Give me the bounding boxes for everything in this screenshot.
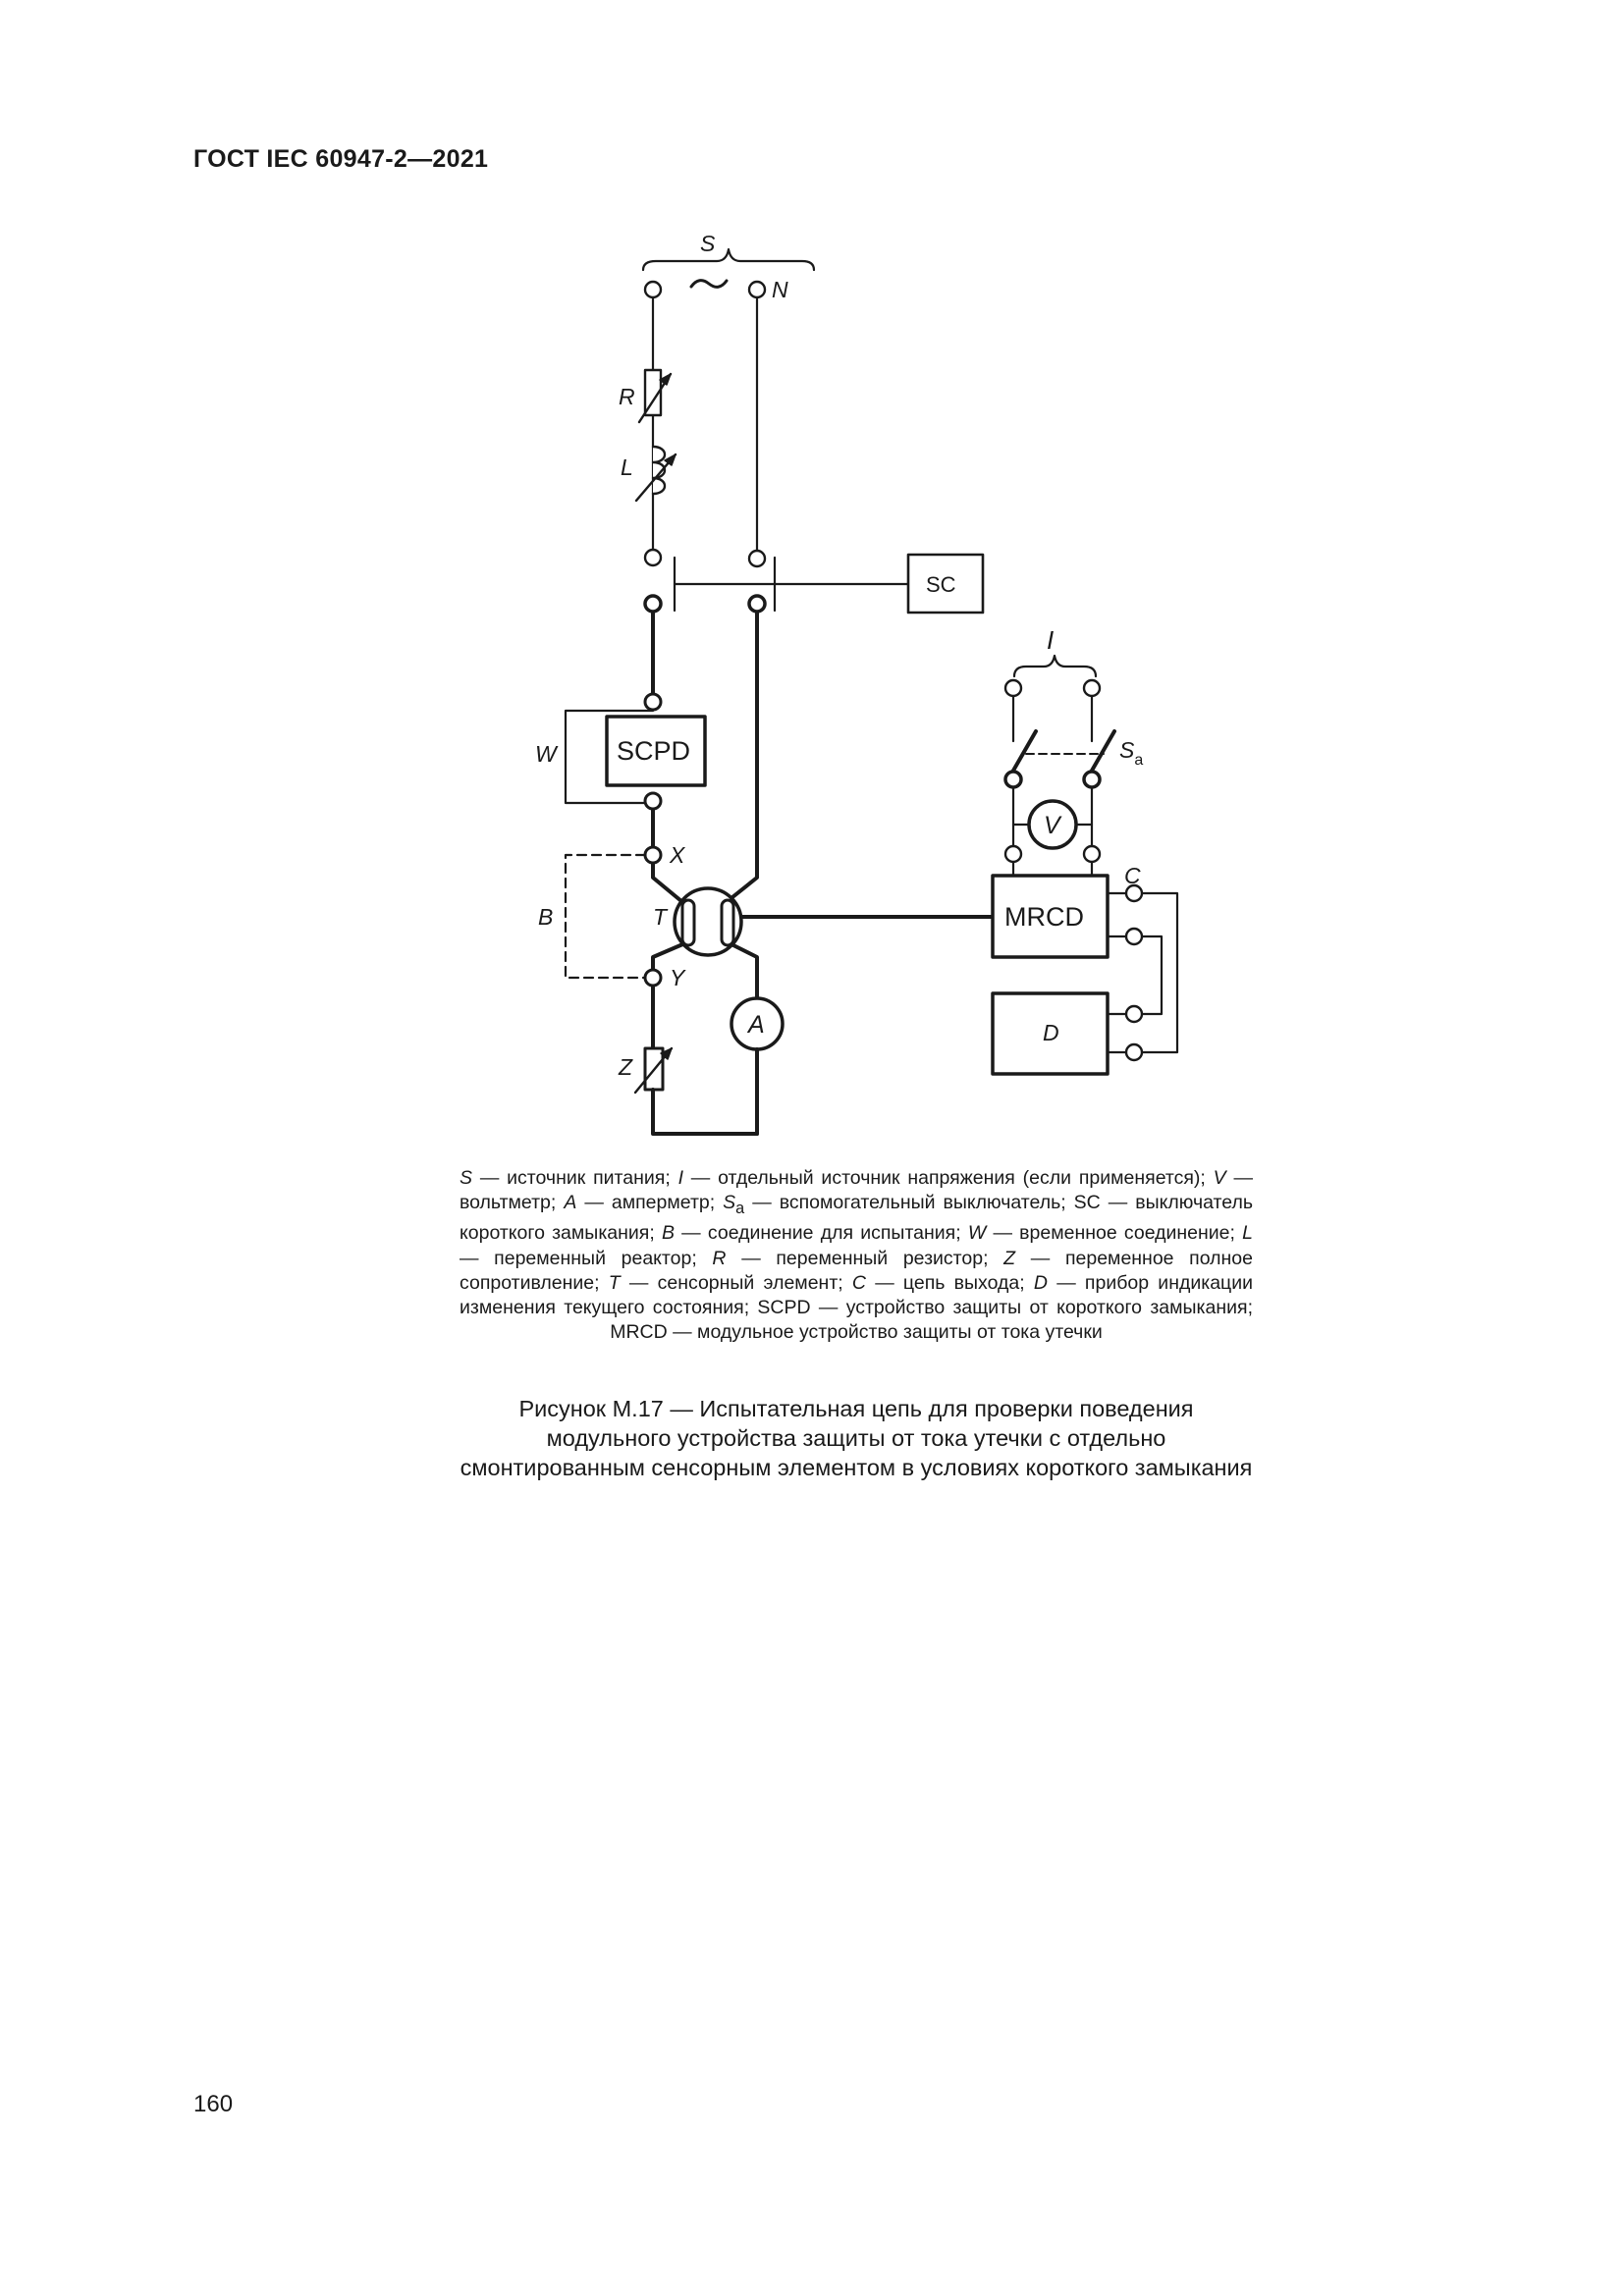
terminal-x <box>645 847 661 863</box>
legend-run: — амперметр; <box>576 1192 724 1214</box>
terminal-i-left <box>1005 680 1021 696</box>
legend-run: I <box>677 1167 683 1189</box>
legend-run: — вспомогательный выключатель; SC — выключатель короткого замыкания; <box>460 1192 1253 1245</box>
legend-run: — прибор индикации изменения текущего состояния; SCPD — устройство защиты от короткого замыкания; MRCD — модульное устройство защиты от тока утечки <box>460 1271 1253 1344</box>
legend-run: — временное соединение; <box>986 1222 1243 1245</box>
terminal-y <box>645 970 661 986</box>
legend-run: — переменный резистор; <box>726 1247 1004 1269</box>
terminal-sc-out-right <box>749 596 765 612</box>
label-y: Y <box>670 965 685 990</box>
label-d: D <box>1043 1020 1059 1045</box>
terminal-sa-right <box>1084 772 1100 787</box>
label-x: X <box>670 842 685 868</box>
label-n: N <box>772 277 788 302</box>
terminal-i-right <box>1084 680 1100 696</box>
legend-run: A <box>564 1192 577 1214</box>
terminal-mrcd-left <box>1005 846 1021 862</box>
sensor-t-left-core <box>682 900 694 945</box>
legend-run: — источник питания; <box>472 1167 678 1189</box>
legend-run: — переменный реактор; <box>460 1247 713 1269</box>
terminal-mrcd-right <box>1084 846 1100 862</box>
terminal-d-2 <box>1126 1044 1142 1060</box>
b-dashed-link <box>566 855 645 978</box>
label-a: A <box>748 1011 765 1039</box>
label-b: B <box>538 904 554 930</box>
label-l: L <box>621 454 633 480</box>
terminal-d-1 <box>1126 1006 1142 1022</box>
legend-run: V <box>1213 1167 1226 1189</box>
label-t: T <box>653 904 668 930</box>
terminal-sc-in-right <box>749 551 765 566</box>
label-i: I <box>1047 625 1055 655</box>
legend-run: a <box>735 1200 745 1218</box>
legend-run: C <box>851 1271 866 1294</box>
figure-legend <box>460 1166 1253 1345</box>
legend-run: B <box>661 1222 675 1245</box>
page-number: 160 <box>193 2091 234 2117</box>
terminal-source-left <box>645 282 661 297</box>
legend-run: D <box>1033 1271 1048 1294</box>
label-c: C <box>1124 863 1141 888</box>
switch-sa-right <box>1092 731 1114 771</box>
terminal-c-2 <box>1126 929 1142 944</box>
legend-run: R <box>712 1247 727 1269</box>
legend-run: S <box>460 1167 473 1189</box>
sensor-t-right-core <box>722 900 733 945</box>
figure-caption: Рисунок М.17 — Испытательная цепь для проверки поведения модульного устройства защиты от тока утечки с отдельно смонтированным сенсорным элементом в условиях короткого замыкания <box>460 1396 1253 1480</box>
legend-run: — соединение для испытания; <box>674 1222 968 1245</box>
legend-run: L <box>1242 1222 1253 1245</box>
terminal-sa-left <box>1005 772 1021 787</box>
label-w: W <box>535 741 557 767</box>
legend-run: W <box>967 1222 987 1245</box>
terminal-scpd-bottom <box>645 793 661 809</box>
legend-run: S <box>723 1192 736 1214</box>
label-sa: $S_a$ <box>1119 737 1144 769</box>
legend-run: T <box>608 1271 621 1294</box>
terminal-sc-out-left <box>645 596 661 612</box>
legend-run: Z <box>1003 1247 1016 1269</box>
brace-i <box>1014 656 1096 676</box>
legend-run: — отдельный источник напряжения (если применяется); <box>682 1167 1214 1189</box>
label-sc: SC <box>926 572 956 597</box>
label-z: Z <box>619 1054 633 1080</box>
terminal-sc-in-left <box>645 550 661 565</box>
document-header: ГОСТ IEC 60947-2—2021 <box>193 145 489 173</box>
legend-run: — цепь выхода; <box>865 1271 1034 1294</box>
terminal-n <box>749 282 765 297</box>
label-s: S <box>700 231 716 256</box>
legend-run: — вольтметр; <box>460 1167 1253 1214</box>
label-v: V <box>1044 812 1060 839</box>
brace-s <box>643 249 814 270</box>
label-scpd: SCPD <box>617 736 691 766</box>
legend-run: — переменное полное сопротивление; <box>460 1247 1253 1294</box>
legend-run: — сенсорный элемент; <box>620 1271 852 1294</box>
switch-sa-left <box>1013 731 1036 771</box>
label-r: R <box>619 384 635 409</box>
label-mrcd: MRCD <box>1004 902 1084 932</box>
terminal-scpd-top <box>645 694 661 710</box>
tilde-sign <box>691 281 727 288</box>
